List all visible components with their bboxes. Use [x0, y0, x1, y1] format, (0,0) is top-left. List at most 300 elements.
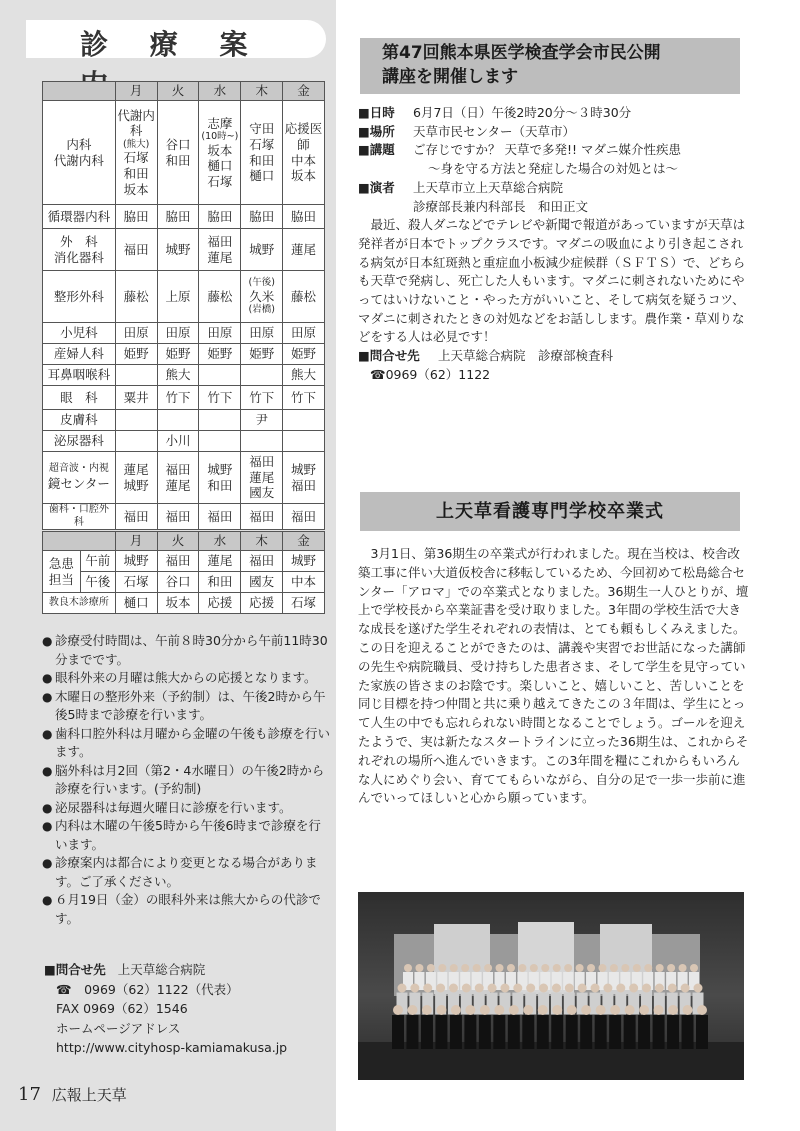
- doctor-cell: [157, 410, 199, 431]
- person-head: [494, 1005, 504, 1015]
- doctor-cell: [115, 386, 157, 410]
- table-row: [43, 386, 325, 410]
- doctor-cell: 中本: [283, 572, 325, 593]
- page-footer: [18, 1084, 127, 1105]
- day-header: 木: [241, 82, 283, 101]
- person-body: [392, 1015, 404, 1049]
- person-head: [565, 984, 574, 993]
- cell-line: 田原: [165, 325, 191, 341]
- section-heading: 診 療 案: [80, 28, 264, 61]
- table-row: [43, 323, 325, 344]
- person-head: [552, 984, 561, 993]
- contact-fax: FAX 0969（62）1546: [56, 1001, 188, 1016]
- cell-line: 城野: [291, 461, 317, 477]
- date-value: 6月7日（日）午後2時20分～３時30分: [413, 105, 632, 120]
- cell-line: 上原: [165, 288, 191, 304]
- doctor-cell: [199, 452, 241, 504]
- table-row: [43, 365, 325, 386]
- person-head: [475, 984, 484, 993]
- place-value: 天草市民センター（天草市）: [413, 123, 576, 139]
- person-head: [488, 984, 497, 993]
- person-body: [653, 1015, 665, 1049]
- cell-line: 蓮尾: [207, 249, 233, 265]
- day-header: 金: [283, 82, 325, 101]
- note-item: ● 泌尿器科は毎週火曜日に診療を行います。: [42, 799, 332, 818]
- person-head: [422, 1005, 432, 1015]
- article1-contact-label: ■問合せ先: [358, 348, 420, 364]
- person-head: [578, 984, 587, 993]
- person-head: [621, 964, 629, 972]
- doctor-cell: [199, 365, 241, 386]
- person-body: [580, 1015, 592, 1049]
- doctor-cell: [241, 205, 283, 229]
- person-head: [462, 984, 471, 993]
- cell-line: 粟井: [123, 389, 149, 405]
- person-head: [694, 984, 703, 993]
- pm-label: 午後: [80, 572, 115, 593]
- section-heading-tab: [26, 20, 326, 61]
- person-head: [667, 964, 675, 972]
- article1-tel: ☎0969（62）1122: [370, 366, 491, 382]
- person-body: [508, 1015, 520, 1049]
- doctor-cell: [241, 386, 283, 410]
- doctor-cell: [157, 365, 199, 386]
- cell-line: 竹下: [165, 389, 191, 405]
- department-cell: [43, 323, 116, 344]
- cell-line: 竹下: [207, 389, 233, 405]
- note-item: ● 歯科口腔外科は月曜から金曜の午後も診療を行います。: [42, 725, 332, 762]
- hospital-contact: [44, 960, 334, 1058]
- cell-line: 石塚: [207, 173, 233, 189]
- person-head: [629, 984, 638, 993]
- cell-line: 和田: [207, 477, 233, 493]
- person-body: [479, 1015, 491, 1049]
- cell-line: 守田: [249, 121, 275, 137]
- cell-line: 脇田: [249, 208, 275, 224]
- emergency-table: [42, 531, 325, 614]
- person-head: [633, 964, 641, 972]
- cell-line: 蓮尾: [165, 477, 191, 493]
- person-head: [679, 964, 687, 972]
- note-item: ● ６月19日（金）の眼科外来は熊大からの代診です。: [42, 891, 332, 928]
- person-head: [598, 964, 606, 972]
- doctor-cell: [115, 344, 157, 365]
- department-cell: [43, 271, 116, 323]
- article2-title: 上天草看護専門学校卒業式: [436, 501, 664, 522]
- doctor-cell: [157, 229, 199, 271]
- contact-tel: ☎ 0969（62）1122（代表）: [56, 981, 239, 997]
- cell-line: 和田: [165, 152, 191, 168]
- cell-line: 藤松: [291, 288, 317, 304]
- table-row: [43, 271, 325, 323]
- cell-line: 脇田: [165, 208, 191, 224]
- doctor-cell: [199, 323, 241, 344]
- person-head: [655, 984, 664, 993]
- day-header: 水: [199, 532, 241, 551]
- table-row: [43, 593, 325, 614]
- person-head: [681, 984, 690, 993]
- speaker-label: ■演者: [358, 179, 395, 195]
- person-body: [566, 1015, 578, 1049]
- person-body: [638, 1015, 650, 1049]
- cell-line: (熊大): [122, 138, 150, 150]
- department-cell: [43, 101, 116, 205]
- cell-line: 城野: [249, 241, 275, 257]
- page-number: 17: [18, 1084, 41, 1105]
- person-head: [567, 1005, 577, 1015]
- am-label: 午前: [80, 551, 115, 572]
- person-head: [484, 964, 492, 972]
- person-body: [682, 1015, 694, 1049]
- person-head: [668, 984, 677, 993]
- cell-line: 代謝内科: [117, 107, 155, 139]
- doctor-cell: [241, 431, 283, 452]
- person-body: [609, 1015, 621, 1049]
- person-head: [436, 1005, 446, 1015]
- table-header-row: [43, 82, 325, 101]
- cell-line: 志摩: [207, 115, 233, 131]
- doctor-cell: [283, 323, 325, 344]
- doctor-cell: [199, 386, 241, 410]
- person-body: [421, 1015, 433, 1049]
- cell-line: 久米: [249, 288, 275, 304]
- doctor-cell: [115, 229, 157, 271]
- person-head: [404, 964, 412, 972]
- department-cell: [43, 386, 116, 410]
- notes-list: [42, 632, 332, 928]
- doctor-cell: [283, 101, 325, 205]
- cell-line: 蓮尾: [291, 241, 317, 257]
- doctor-cell: [241, 365, 283, 386]
- person-head: [596, 1005, 606, 1015]
- doctor-cell: [115, 365, 157, 386]
- person-head: [644, 964, 652, 972]
- doctor-cell: [157, 101, 199, 205]
- department-name: 循環器内科: [47, 208, 111, 224]
- cell-line: 熊大: [291, 367, 317, 383]
- doctor-cell: [115, 504, 157, 530]
- article1-title-banner: [360, 38, 740, 94]
- cell-line: 田原: [249, 325, 275, 341]
- contact-org: 上天草総合病院: [117, 962, 206, 977]
- day-header: 水: [199, 82, 241, 101]
- doctor-cell: 蓮尾: [199, 551, 241, 572]
- department-name: 鏡センター: [47, 475, 110, 491]
- doctor-cell: [241, 344, 283, 365]
- cell-line: 脇田: [123, 208, 149, 224]
- department-name: 歯科・口腔外科: [48, 504, 109, 528]
- department-name: 産婦人科: [53, 346, 104, 362]
- person-head: [526, 984, 535, 993]
- person-head: [415, 964, 423, 972]
- cell-line: 福田: [249, 454, 275, 470]
- corner-cell: [43, 82, 116, 101]
- doctor-cell: 応援: [241, 593, 283, 614]
- doctor-cell: [157, 504, 199, 530]
- person-head: [480, 1005, 490, 1015]
- person-head: [523, 1005, 533, 1015]
- person-body: [435, 1015, 447, 1049]
- cell-line: 福田: [249, 508, 275, 524]
- person-head: [639, 1005, 649, 1015]
- table-row: [43, 572, 325, 593]
- person-head: [690, 964, 698, 972]
- note-item: ● 木曜日の整形外来（予約制）は、午後2時から午後5時まで診療を行います。: [42, 688, 332, 725]
- person-head: [587, 964, 595, 972]
- speaker-value: 上天草市立上天草総合病院: [413, 179, 564, 195]
- cell-line: 樋口: [249, 168, 275, 184]
- cell-line: 尹: [255, 412, 268, 428]
- homepage-url[interactable]: http://www.cityhosp-kamiamakusa.jp: [56, 1040, 288, 1055]
- person-body: [450, 1015, 462, 1049]
- person-head: [496, 964, 504, 972]
- lecture-subtitle: ～身を守る方法と発症した場合の対処とは～: [428, 161, 679, 177]
- article1-title-line1: 第47回熊本県医学検査学会市民公開: [382, 43, 661, 63]
- department-cell: [43, 452, 116, 504]
- person-head: [393, 1005, 403, 1015]
- note-item: ● 脳外科は月2回（第2・4水曜日）の午後2時から診療を行います。(予約制): [42, 762, 332, 799]
- doctor-cell: 坂本: [157, 593, 199, 614]
- cell-line: 蓮尾: [249, 469, 275, 485]
- lecture-value: ご存じですか？ 天草で多発!! マダニ媒介性疾患: [413, 142, 681, 158]
- cell-line: 福田: [165, 508, 191, 524]
- department-name: 代謝内科: [53, 152, 104, 168]
- cell-line: 竹下: [291, 389, 317, 405]
- department-cell: [43, 365, 116, 386]
- cell-line: 石塚: [249, 136, 275, 152]
- person-head: [591, 984, 600, 993]
- table-row: [43, 551, 325, 572]
- cell-line: 福田: [291, 508, 317, 524]
- doctor-cell: [283, 271, 325, 323]
- doctor-cell: [199, 101, 241, 205]
- person-body: [595, 1015, 607, 1049]
- cell-line: 福田: [123, 241, 149, 257]
- day-header: 金: [283, 532, 325, 551]
- doctor-cell: [157, 323, 199, 344]
- person-body: [493, 1015, 505, 1049]
- person-head: [576, 964, 584, 972]
- emergency-label: [43, 551, 81, 593]
- cell-line: 田原: [123, 325, 149, 341]
- doctor-cell: [199, 229, 241, 271]
- person-body: [522, 1015, 534, 1049]
- clinic-label: 教良木診療所: [43, 593, 116, 614]
- note-item: ● 眼科外来の月曜は熊大からの応援となります。: [42, 669, 332, 688]
- doctor-cell: [157, 205, 199, 229]
- table-row: [43, 344, 325, 365]
- person-head: [450, 964, 458, 972]
- person-head: [427, 964, 435, 972]
- doctor-cell: [241, 271, 283, 323]
- table-row: [43, 205, 325, 229]
- article1-paragraph: 最近、殺人ダニなどでテレビや新聞で報道があっていますが天草は発祥者が日本でトップクラスです。マダニの吸血により引き起こされる病気が日本紅斑熱と重症血小板減少症候群（ＳＦＴＳ）で、どちらも天草で発病し、死亡した人もいます。マダニに刺されないためにやってはいけないこと・やった方がいいこと、そして病気を疑うコツ、マダニに刺されたときの対処などをお話しします。農作業・草刈りなどをする人は必見です！: [358, 217, 746, 345]
- person-body: [464, 1015, 476, 1049]
- cell-line: 姫野: [249, 346, 275, 362]
- doctor-cell: [283, 205, 325, 229]
- speaker-title: 診療部長兼内科部長 和田正文: [413, 198, 589, 214]
- department-name: 整形外科: [53, 288, 104, 304]
- doctor-cell: [241, 101, 283, 205]
- doctor-cell: [115, 431, 157, 452]
- department-name: 小児科: [60, 325, 98, 341]
- doctor-cell: [157, 452, 199, 504]
- doctor-cell: [241, 504, 283, 530]
- graduation-photo: [358, 892, 744, 1080]
- doctor-cell: [283, 504, 325, 530]
- department-name: 内科: [66, 136, 92, 152]
- person-head: [642, 984, 651, 993]
- contact-label: ■問合せ先: [44, 962, 106, 977]
- department-cell: [43, 229, 116, 271]
- person-head: [530, 964, 538, 972]
- doctor-cell: 福田: [157, 551, 199, 572]
- doctor-cell: [283, 386, 325, 410]
- doctor-cell: [241, 410, 283, 431]
- person-head: [461, 964, 469, 972]
- department-cell: [43, 344, 116, 365]
- department-name: 外 科: [60, 233, 98, 249]
- doctor-cell: [115, 205, 157, 229]
- graduation-photo-drawing: [358, 892, 744, 1080]
- cell-line: 姫野: [207, 346, 233, 362]
- doctor-cell: [157, 386, 199, 410]
- person-body: [537, 1015, 549, 1049]
- doctor-cell: 城野: [283, 551, 325, 572]
- person-head: [552, 1005, 562, 1015]
- doctor-cell: [115, 323, 157, 344]
- cell-line: 脇田: [291, 208, 317, 224]
- person-head: [438, 964, 446, 972]
- cell-line: 谷口: [165, 136, 191, 152]
- person-head: [616, 984, 625, 993]
- table-header-row: [43, 532, 325, 551]
- doctor-cell: 石塚: [115, 572, 157, 593]
- department-name: 眼 科: [60, 389, 98, 405]
- lecture-label: ■講題: [358, 142, 395, 158]
- person-head: [610, 964, 618, 972]
- doctor-cell: 谷口: [157, 572, 199, 593]
- cell-line: 熊大: [165, 367, 191, 383]
- doctor-cell: [199, 344, 241, 365]
- corner-cell: [43, 532, 116, 551]
- cell-line: 福田: [291, 477, 317, 493]
- article1-contact-value: 上天草総合病院 診療部検査科: [438, 348, 614, 364]
- note-item: ● 診療受付時間は、午前８時30分から午前11時30分までです。: [42, 632, 332, 669]
- table-row: [43, 504, 325, 530]
- cell-line: 中本: [291, 152, 317, 168]
- publication-name: 広報上天草: [51, 1086, 127, 1104]
- cell-line: 脇田: [207, 208, 233, 224]
- department-name: 消化器科: [53, 249, 104, 265]
- person-head: [610, 1005, 620, 1015]
- person-body: [696, 1015, 708, 1049]
- homepage-label: ホームページアドレス: [56, 1020, 181, 1036]
- article2-paragraph: 3月1日、第36期生の卒業式が行われました。現在当校は、校舎改築工事に伴い大道仮校舎に移転しているため、今回初めて松島総合センター「アロマ」での卒業式となりました。36期生一人ひとりが、壇上で学校長から卒業証書を受け取りました。3年間の学校生活で大きな成長を遂げた学生それぞれの表情は、とても頼もしくみえました。この日を迎えることができたのは、講義や実習でお世話になった講師の先生や病院職員、受け持ちした患者さま、そして学生を見守っていた家族の皆さまのお陰です。楽しいこと、嬉しいこと、苦しいことを同じ目標を持つ仲間と共に乗り越えてきたこの３年間は、学生にとって人生の中でも忘れられない時間となることでしょう。ゴールを迎えたようで、実は新たなスタートラインに立った36期生は、これからそれぞれの場所へ進んでいきます。この3年間を糧にこれからもいろんな人にめぐり会い、育ててもらいながら、自分の足で一歩一歩前に進んでいってほしいと心から願っています。: [358, 546, 749, 806]
- cell-line: 城野: [207, 461, 233, 477]
- department-name: 耳鼻咽喉科: [47, 367, 111, 383]
- person-head: [407, 1005, 417, 1015]
- person-head: [465, 1005, 475, 1015]
- cell-line: 竹下: [249, 389, 275, 405]
- person-head: [683, 1005, 693, 1015]
- person-head: [513, 984, 522, 993]
- cell-line: 國友: [249, 485, 275, 501]
- doctor-cell: [115, 452, 157, 504]
- cell-line: 樋口: [207, 158, 233, 174]
- doctor-cell: [283, 452, 325, 504]
- doctor-cell: [157, 271, 199, 323]
- person-body: [406, 1015, 418, 1049]
- doctor-cell: 応援: [199, 593, 241, 614]
- note-item: ● 内科は木曜の午後5時から午後6時まで診療を行います。: [42, 817, 332, 854]
- place-label: ■場所: [358, 123, 395, 139]
- cell-line: 石塚: [123, 150, 149, 166]
- table-row: [43, 410, 325, 431]
- doctor-cell: [199, 504, 241, 530]
- doctor-cell: [157, 431, 199, 452]
- doctor-cell: [283, 344, 325, 365]
- person-head: [656, 964, 664, 972]
- person-head: [697, 1005, 707, 1015]
- person-head: [603, 984, 612, 993]
- doctor-cell: [241, 452, 283, 504]
- person-head: [564, 964, 572, 972]
- person-head: [541, 964, 549, 972]
- doctor-cell: 樋口: [115, 593, 157, 614]
- emergency-label-line: 担当: [48, 571, 74, 587]
- department-cell: [43, 504, 116, 530]
- cell-line: 和田: [249, 152, 275, 168]
- doctor-cell: [241, 323, 283, 344]
- person-head: [436, 984, 445, 993]
- cell-line: 福田: [207, 233, 233, 249]
- person-body: [667, 1015, 679, 1049]
- cell-line: 坂本: [207, 142, 233, 158]
- person-head: [668, 1005, 678, 1015]
- article2-body: [358, 545, 750, 808]
- doctor-cell: [199, 410, 241, 431]
- person-body: [551, 1015, 563, 1049]
- person-head: [625, 1005, 635, 1015]
- doctor-cell: 城野: [115, 551, 157, 572]
- cell-line: 蓮尾: [123, 461, 149, 477]
- note-item: ● 診療案内は都合により変更となる場合があります。ご了承ください。: [42, 854, 332, 891]
- person-head: [500, 984, 509, 993]
- cell-line: 坂本: [123, 181, 149, 197]
- doctor-cell: [283, 365, 325, 386]
- date-label: ■日時: [358, 105, 395, 120]
- cell-line: 藤松: [207, 288, 233, 304]
- left-column: [0, 0, 336, 1131]
- table-row: [43, 101, 325, 205]
- department-cell: [43, 431, 116, 452]
- cell-line: 城野: [165, 241, 191, 257]
- doctor-cell: [199, 271, 241, 323]
- person-head: [509, 1005, 519, 1015]
- cell-line: 和田: [123, 166, 149, 181]
- department-name: 皮膚科: [60, 412, 98, 428]
- article2-title-banner: [360, 492, 740, 531]
- cell-line: 福田: [165, 461, 191, 477]
- doctor-cell: 和田: [199, 572, 241, 593]
- person-head: [581, 1005, 591, 1015]
- doctor-cell: [199, 205, 241, 229]
- cell-line: (午後): [248, 277, 275, 289]
- cell-line: 姫野: [165, 346, 191, 362]
- table-row: [43, 229, 325, 271]
- person-head: [473, 964, 481, 972]
